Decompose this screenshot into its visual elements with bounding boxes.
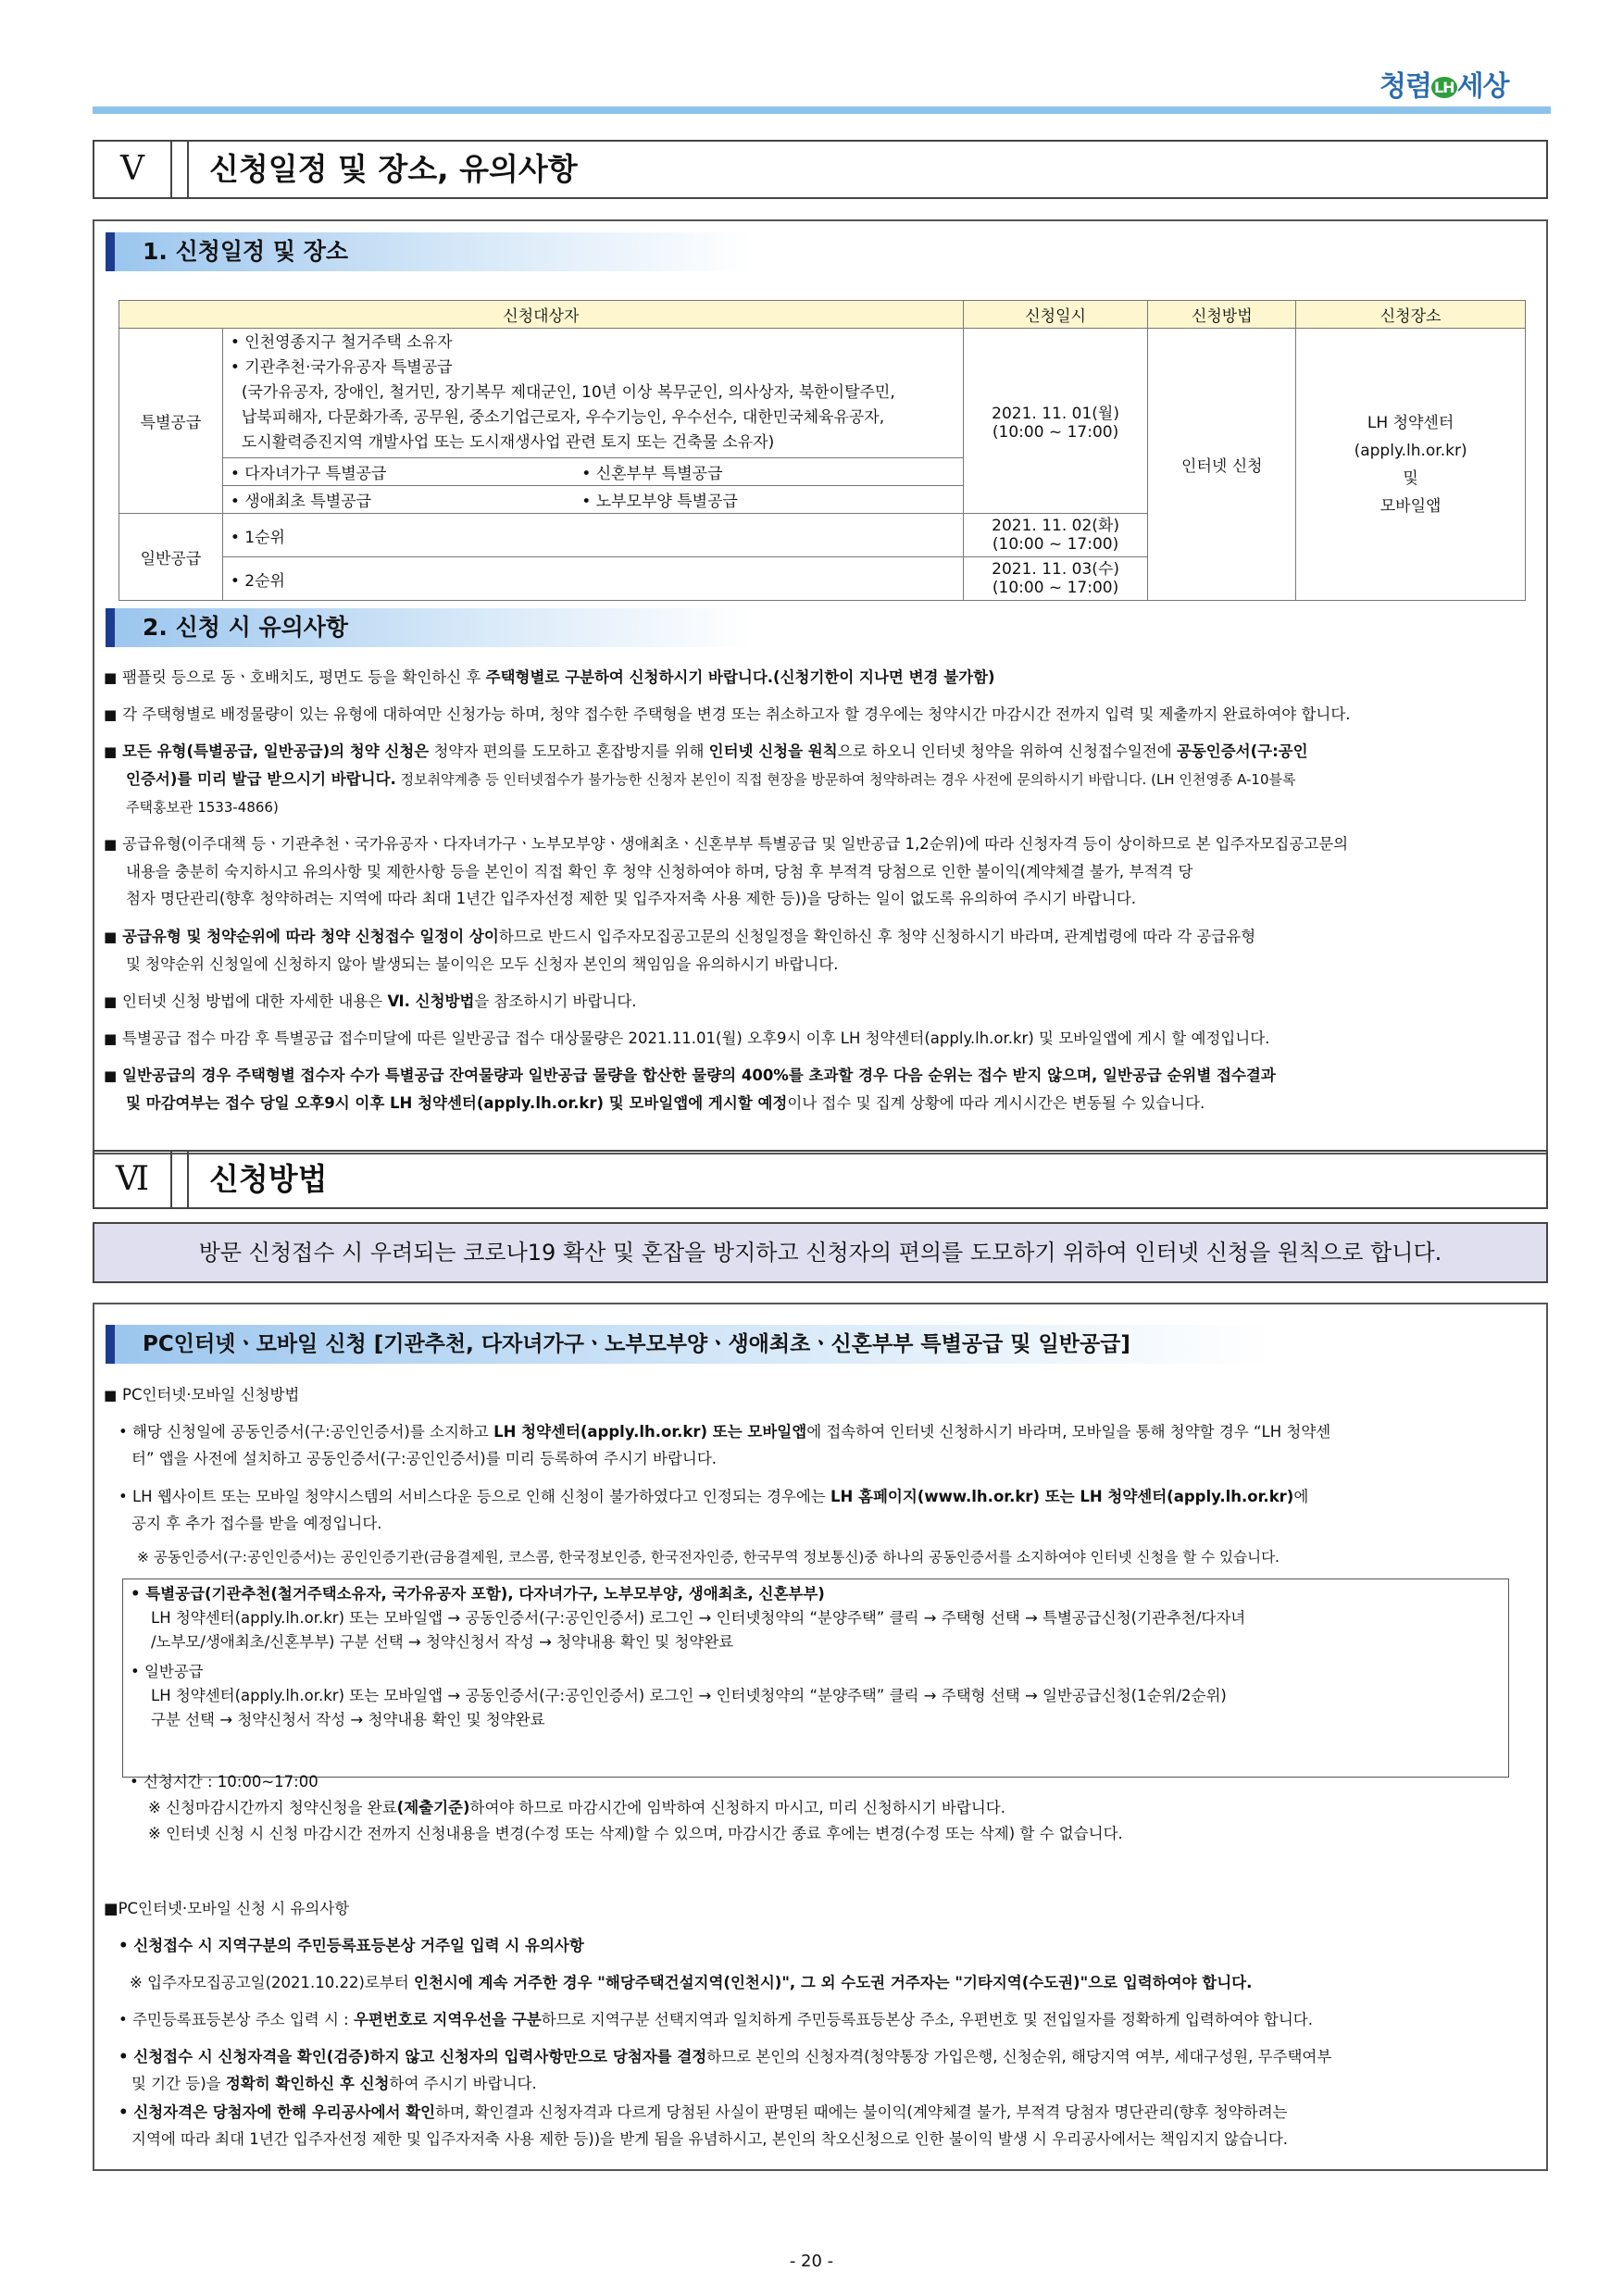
- general-rank-1: • 1순위: [222, 514, 963, 557]
- section-5-header: [93, 140, 1548, 199]
- caution-4: • 신청접수 시 신청자격을 확인(검증)하지 않고 신청자의 입력사항만으로 당첨자를 결정하므로 본인의 신청자격(청약통장 가입은행, 신청순위, 해당지역 여부, 세대구성원, 무주택여부 및 기간 등)을 정확히 확인하신 후 신청하여 주시기 바랍니다.: [119, 2048, 1332, 2092]
- special-item: • 다자녀가구 특별공급: [222, 458, 574, 486]
- section-title: 신청일정 및 장소, 유의사항: [187, 142, 1546, 197]
- subheading-schedule: 1. 신청일정 및 장소: [106, 232, 754, 271]
- steps-general-1: LH 청약센터(apply.lh.or.kr) 또는 모바일앱 → 공동인증서(구:공인인증서) 로그인 → 인터넷청약의 “분양주택” 클릭 → 주택형 선택 → 일반공급신청(1순위/2순위): [151, 1687, 1227, 1704]
- col-header-datetime: 신청일시: [963, 301, 1148, 329]
- steps-special-title: • 특별공급(기관추천(철거주택소유자, 국가유공자 포함), 다자녀가구, 노부모부양, 생애최초, 신혼부부): [131, 1585, 825, 1603]
- online-principle-banner: 방문 신청접수 시 우려되는 코로나19 확산 및 혼잡을 방지하고 신청자의 편의를 도모하기 위하여 인터넷 신청을 원칙으로 합니다.: [93, 1222, 1548, 1283]
- note-8: ■ 일반공급의 경우 주택형별 접수자 수가 특별공급 잔여물량과 일반공급 물량을 합산한 물량의 400%를 초과할 경우 다음 순위는 접수 받지 않으며, 일반공급 순위별 접수결과 및 마감여부는 접수 당일 오후9시 이후 LH 청약센터(apply.lh.or.kr) 및 모바일앱에 게시할 예정이나 접수 및 집계 상황에 따라 게시시간은 변동될 수 있습니다.: [104, 1067, 1276, 1112]
- subheading-cautions: 2. 신청 시 유의사항: [106, 608, 754, 647]
- subheading-pc-mobile: PC인터넷ㆍ모바일 신청 [기관추천, 다자녀가구ㆍ노부모부양ㆍ생애최초ㆍ신혼부부 특별공급 및 일반공급]: [106, 1325, 1272, 1364]
- apply-method: 인터넷 신청: [1148, 329, 1296, 601]
- special-supply-date: 2021. 11. 01(월) (10:00 ~ 17:00): [963, 329, 1148, 514]
- general-rank-2-date: 2021. 11. 03(수) (10:00 ~ 17:00): [963, 557, 1148, 601]
- pc-bullet-2: • LH 웹사이트 또는 모바일 청약시스템의 서비스다운 등으로 인해 신청이 불가하였다고 인정되는 경우에는 LH 홈페이지(www.lh.or.kr) 또는 LH 청약센터(apply.lh.or.kr)에 공지 후 추가 접수를 받을 예정입니다.: [119, 1488, 1309, 1532]
- special-supply-targets: • 인천영종지구 철거주택 소유자 • 기관추천·국가유공자 특별공급 (국가유공자, 장애인, 철거민, 장기복무 제대군인, 10년 이상 복무군인, 의사상자, 북한이탈주민, 납북피해자, 다문화가족, 공무원, 중소기업근로자, 우수기능인, 우수선수, 대한민국체육유공자, 도시활력증진지역 개발사업 또는 도시재생사업 관련 토지 또는 건축물 소유자): [222, 329, 963, 458]
- pc-bullet-1: • 해당 신청일에 공동인증서(구:공인인증서)를 소지하고 LH 청약센터(apply.lh.or.kr) 또는 모바일앱에 접속하여 인터넷 신청하시기 바라며, 모바일을 통해 청약할 경우 “LH 청약센 터” 앱을 사전에 설치하고 공동인증서(구:공인인증서)를 미리 등록하여 주시기 바랍니다.: [119, 1423, 1331, 1467]
- special-item: • 신혼부부 특별공급: [574, 458, 963, 486]
- caution-3: • 주민등록표등본상 주소 입력 시 : 우편번호로 지역우선을 구분하므로 지역구분 선택지역과 일치하게 주민등록표등본상 주소, 우편번호 및 전입일자를 정확하게 입력하여야 합니다.: [119, 2011, 1313, 2028]
- apply-time-note-2: ※ 인터넷 신청 시 신청 마감시간 전까지 신청내용을 변경(수정 또는 삭제)할 수 있으며, 마감시간 종료 후에는 변경(수정 또는 삭제) 할 수 없습니다.: [148, 1825, 1123, 1842]
- schedule-table: [119, 300, 1526, 601]
- caution-5: • 신청자격은 당첨자에 한해 우리공사에서 확인하며, 확인결과 신청자격과 다르게 당첨된 사실이 판명된 때에는 불이익(계약체결 불가, 부적격 당첨자 명단관리(향후 청약하려는 지역에 따라 최대 1년간 입주자선정 제한 및 입주자저축 사용 제한 등))을 받게 됨을 유념하시고, 본인의 착오신청으로 인한 불이익 발생 시 우리공사에서는 책임지지 않습니다.: [119, 2103, 1289, 2148]
- steps-special-2: /노부모/생애최초/신혼부부) 구분 선택 → 청약신청서 작성 → 청약내용 확인 및 청약완료: [151, 1633, 734, 1651]
- caution-1: • 신청접수 시 지역구분의 주민등록표등본상 거주일 입력 시 유의사항: [119, 1937, 584, 1954]
- col-header-place: 신청장소: [1296, 301, 1526, 329]
- caution-2: ※ 입주자모집공고일(2021.10.22)로부터 인천시에 계속 거주한 경우 "해당주택건설지역(인천시)", 그 외 수도권 거주자는 "기타지역(수도권)"으로 입력하여야 합니다.: [130, 1974, 1253, 1991]
- general-rank-2: • 2순위: [222, 557, 963, 601]
- section-title: 신청방법: [187, 1152, 1546, 1207]
- note-1: ■ 팸플릿 등으로 동ㆍ호배치도, 평면도 등을 확인하신 후 주택형별로 구분하여 신청하시기 바랍니다.(신청기한이 지나면 변경 불가함): [104, 668, 995, 686]
- page-number: - 20 -: [789, 2252, 834, 2271]
- col-header-target: 신청대상자: [119, 301, 964, 329]
- special-item: • 노부모부양 특별공급: [574, 486, 963, 514]
- clean-world-logo: 청렴 LH 세상: [1380, 70, 1509, 103]
- special-item: • 생애최초 특별공급: [222, 486, 574, 514]
- apply-place: LH 청약센터 (apply.lh.or.kr) 및 모바일앱: [1296, 329, 1526, 601]
- section-number: Ⅴ: [94, 142, 172, 197]
- note-4: ■ 공급유형(이주대책 등ㆍ기관추천ㆍ국가유공자ㆍ다자녀가구ㆍ노부모부양ㆍ생애최초ㆍ신혼부부 특별공급 및 일반공급 1,2순위)에 따라 신청자격 등이 상이하므로 본 입주자모집공고문의 내용을 충분히 숙지하시고 유의사항 및 제한사항 등을 본인이 직접 확인 후 청약 신청하여야 하며, 당첨 후 부적격 당첨으로 인한 불이익(계약체결 불가, 부적격 당 첨자 명단관리(향후 청약하려는 지역에 따라 최대 1년간 입주자선정 제한 및 입주자저축 사용 제한 등))을 당하는 일이 없도록 유의하여 주시기 바랍니다.: [104, 835, 1349, 907]
- apply-time: • 신청시간 : 10:00~17:00: [130, 1773, 318, 1791]
- lh-leaf-icon: LH: [1431, 77, 1457, 98]
- note-3: ■ 모든 유형(특별공급, 일반공급)의 청약 신청은 청약자 편의를 도모하고 혼잡방지를 위해 인터넷 신청을 원칙으로 하오니 인터넷 청약을 위하여 신청접수일전에 공동인증서(구:공인 인증서)를 미리 발급 받으시기 바랍니다. 정보취약계층 등 인터넷접수가 불가능한 신청자 본인이 직접 현장을 방문하여 청약하려는 경우 사전에 문의하시기 바랍니다. (LH 인천영종 A-10블록 주택홍보관 1533-4866): [104, 742, 1308, 816]
- caution-heading: ■PC인터넷·모바일 신청 시 유의사항: [104, 1900, 350, 1917]
- special-supply-label: 특별공급: [119, 329, 223, 514]
- note-7: ■ 특별공급 접수 마감 후 특별공급 접수미달에 따른 일반공급 접수 대상물량은 2021.11.01(월) 오후9시 이후 LH 청약센터(apply.lh.or.kr) 및 모바일앱에 게시 할 예정입니다.: [104, 1029, 1270, 1047]
- steps-general-title: • 일반공급: [131, 1663, 204, 1680]
- note-2: ■ 각 주택형별로 배정물량이 있는 유형에 대하여만 신청가능 하며, 청약 접수한 주택형을 변경 또는 취소하고자 할 경우에는 청약시간 마감시간 전까지 입력 및 제출까지 완료하여야 합니다.: [104, 705, 1351, 723]
- header-rule: [93, 106, 1551, 114]
- steps-general-2: 구분 선택 → 청약신청서 작성 → 청약내용 확인 및 청약완료: [151, 1711, 545, 1728]
- note-5: ■ 공급유형 및 청약순위에 따라 청약 신청접수 일정이 상이하므로 반드시 입주자모집공고문의 신청일정을 확인하신 후 청약 신청하시기 바라며, 관계법령에 따라 각 공급유형 및 청약순위 신청일에 신청하지 않아 발생되는 불이익은 모두 신청자 본인의 책임임을 유의하시기 바랍니다.: [104, 928, 1256, 973]
- col-header-method: 신청방법: [1148, 301, 1296, 329]
- note-6: ■ 인터넷 신청 방법에 대한 자세한 내용은 Ⅵ. 신청방법을 참조하시기 바랍니다.: [104, 992, 637, 1010]
- section-number: Ⅵ: [94, 1152, 172, 1207]
- general-supply-label: 일반공급: [119, 514, 223, 601]
- apply-steps-box: [122, 1578, 1509, 1778]
- general-rank-1-date: 2021. 11. 02(화) (10:00 ~ 17:00): [963, 514, 1148, 557]
- pc-cert-note: ※ 공동인증서(구:공인인증서)는 공인인증기관(금융결제원, 코스콤, 한국정보인증, 한국전자인증, 한국무역 정보통신)중 하나의 공동인증서를 소지하여야 인터넷 신청을 할 수 있습니다.: [137, 1549, 1280, 1566]
- steps-special-1: LH 청약센터(apply.lh.or.kr) 또는 모바일앱 → 공동인증서(구:공인인증서) 로그인 → 인터넷청약의 “분양주택” 클릭 → 주택형 선택 → 특별공급신청(기관추천/다자녀: [151, 1609, 1246, 1627]
- apply-time-note-1: ※ 신청마감시간까지 청약신청을 완료(제출기준)하여야 하므로 마감시간에 임박하여 신청하지 마시고, 미리 신청하시기 바랍니다.: [148, 1799, 1005, 1816]
- pc-method-heading: ■ PC인터넷·모바일 신청방법: [104, 1386, 300, 1404]
- section-6-header: [93, 1150, 1548, 1209]
